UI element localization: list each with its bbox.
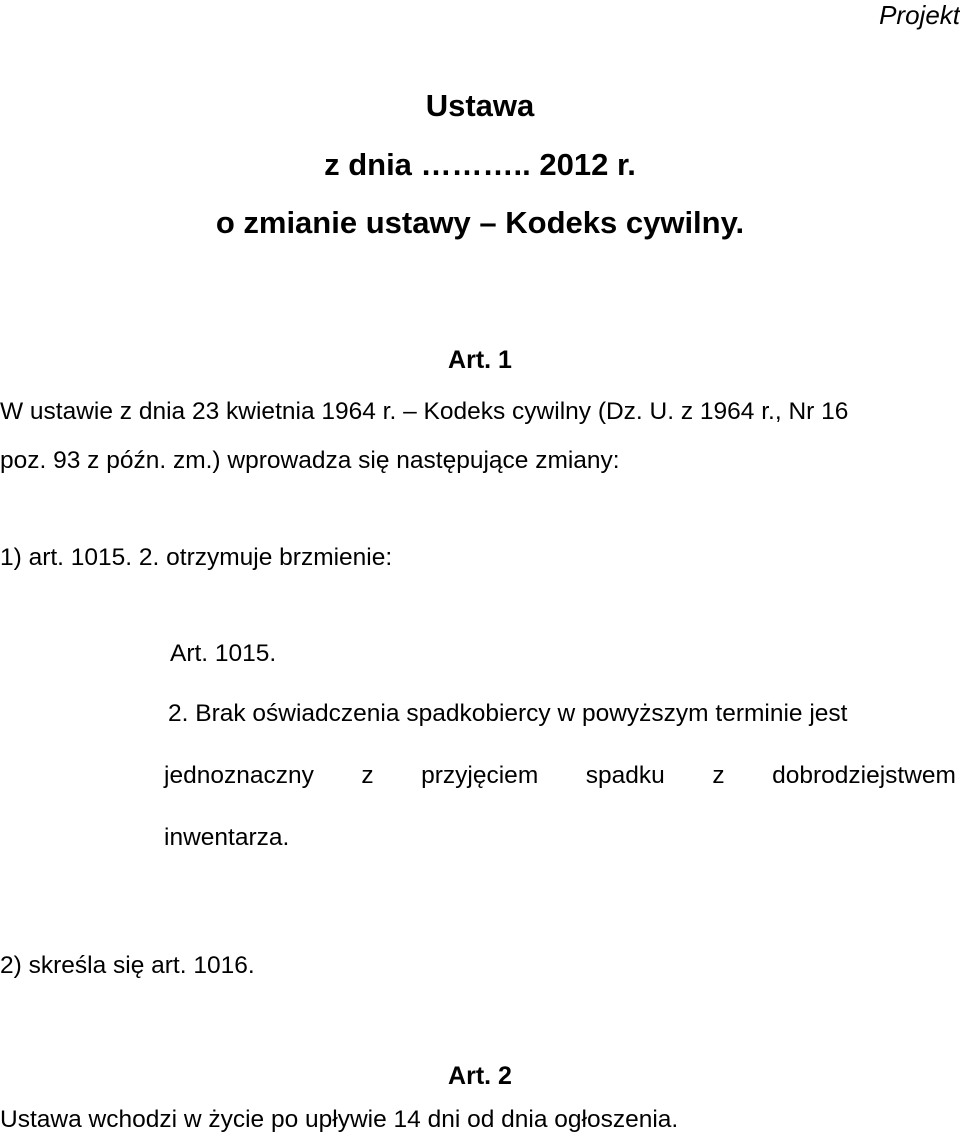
- document-date-line: z dnia ……….. 2012 r.: [324, 147, 636, 182]
- word: z: [361, 762, 374, 789]
- amendment-item-1: 1) art. 1015. 2. otrzymuje brzmienie:: [0, 544, 393, 571]
- quoted-paragraph-line-3: inwentarza.: [164, 824, 290, 851]
- quoted-paragraph-line-1: 2. Brak oświadczenia spadkobiercy w powyższym terminie jest: [168, 700, 848, 727]
- article-2-heading: Art. 2: [448, 1062, 512, 1090]
- quoted-article-heading: Art. 1015.: [170, 640, 277, 667]
- article-2-text: Ustawa wchodzi w życie po upływie 14 dni od dnia ogłoszenia.: [0, 1106, 679, 1133]
- word: jednoznaczny: [164, 762, 314, 789]
- quoted-paragraph-line-2: [164, 762, 956, 790]
- word: dobrodziejstwem: [772, 762, 956, 789]
- word: przyjęciem: [421, 762, 539, 789]
- article-1-intro-line-2: poz. 93 z późn. zm.) wprowadza się następujące zmiany:: [0, 447, 620, 474]
- article-1-heading: Art. 1: [448, 346, 512, 374]
- status-label: Projekt: [879, 0, 960, 30]
- word: spadku: [585, 762, 665, 789]
- document-title: Ustawa: [425, 88, 535, 123]
- article-1-intro-line-1: W ustawie z dnia 23 kwietnia 1964 r. – Kodeks cywilny (Dz. U. z 1964 r., Nr 16: [0, 398, 849, 425]
- amendment-item-2: 2) skreśla się art. 1016.: [0, 952, 255, 979]
- word: z: [712, 762, 725, 789]
- document-subject: o zmianie ustawy – Kodeks cywilny.: [215, 205, 745, 240]
